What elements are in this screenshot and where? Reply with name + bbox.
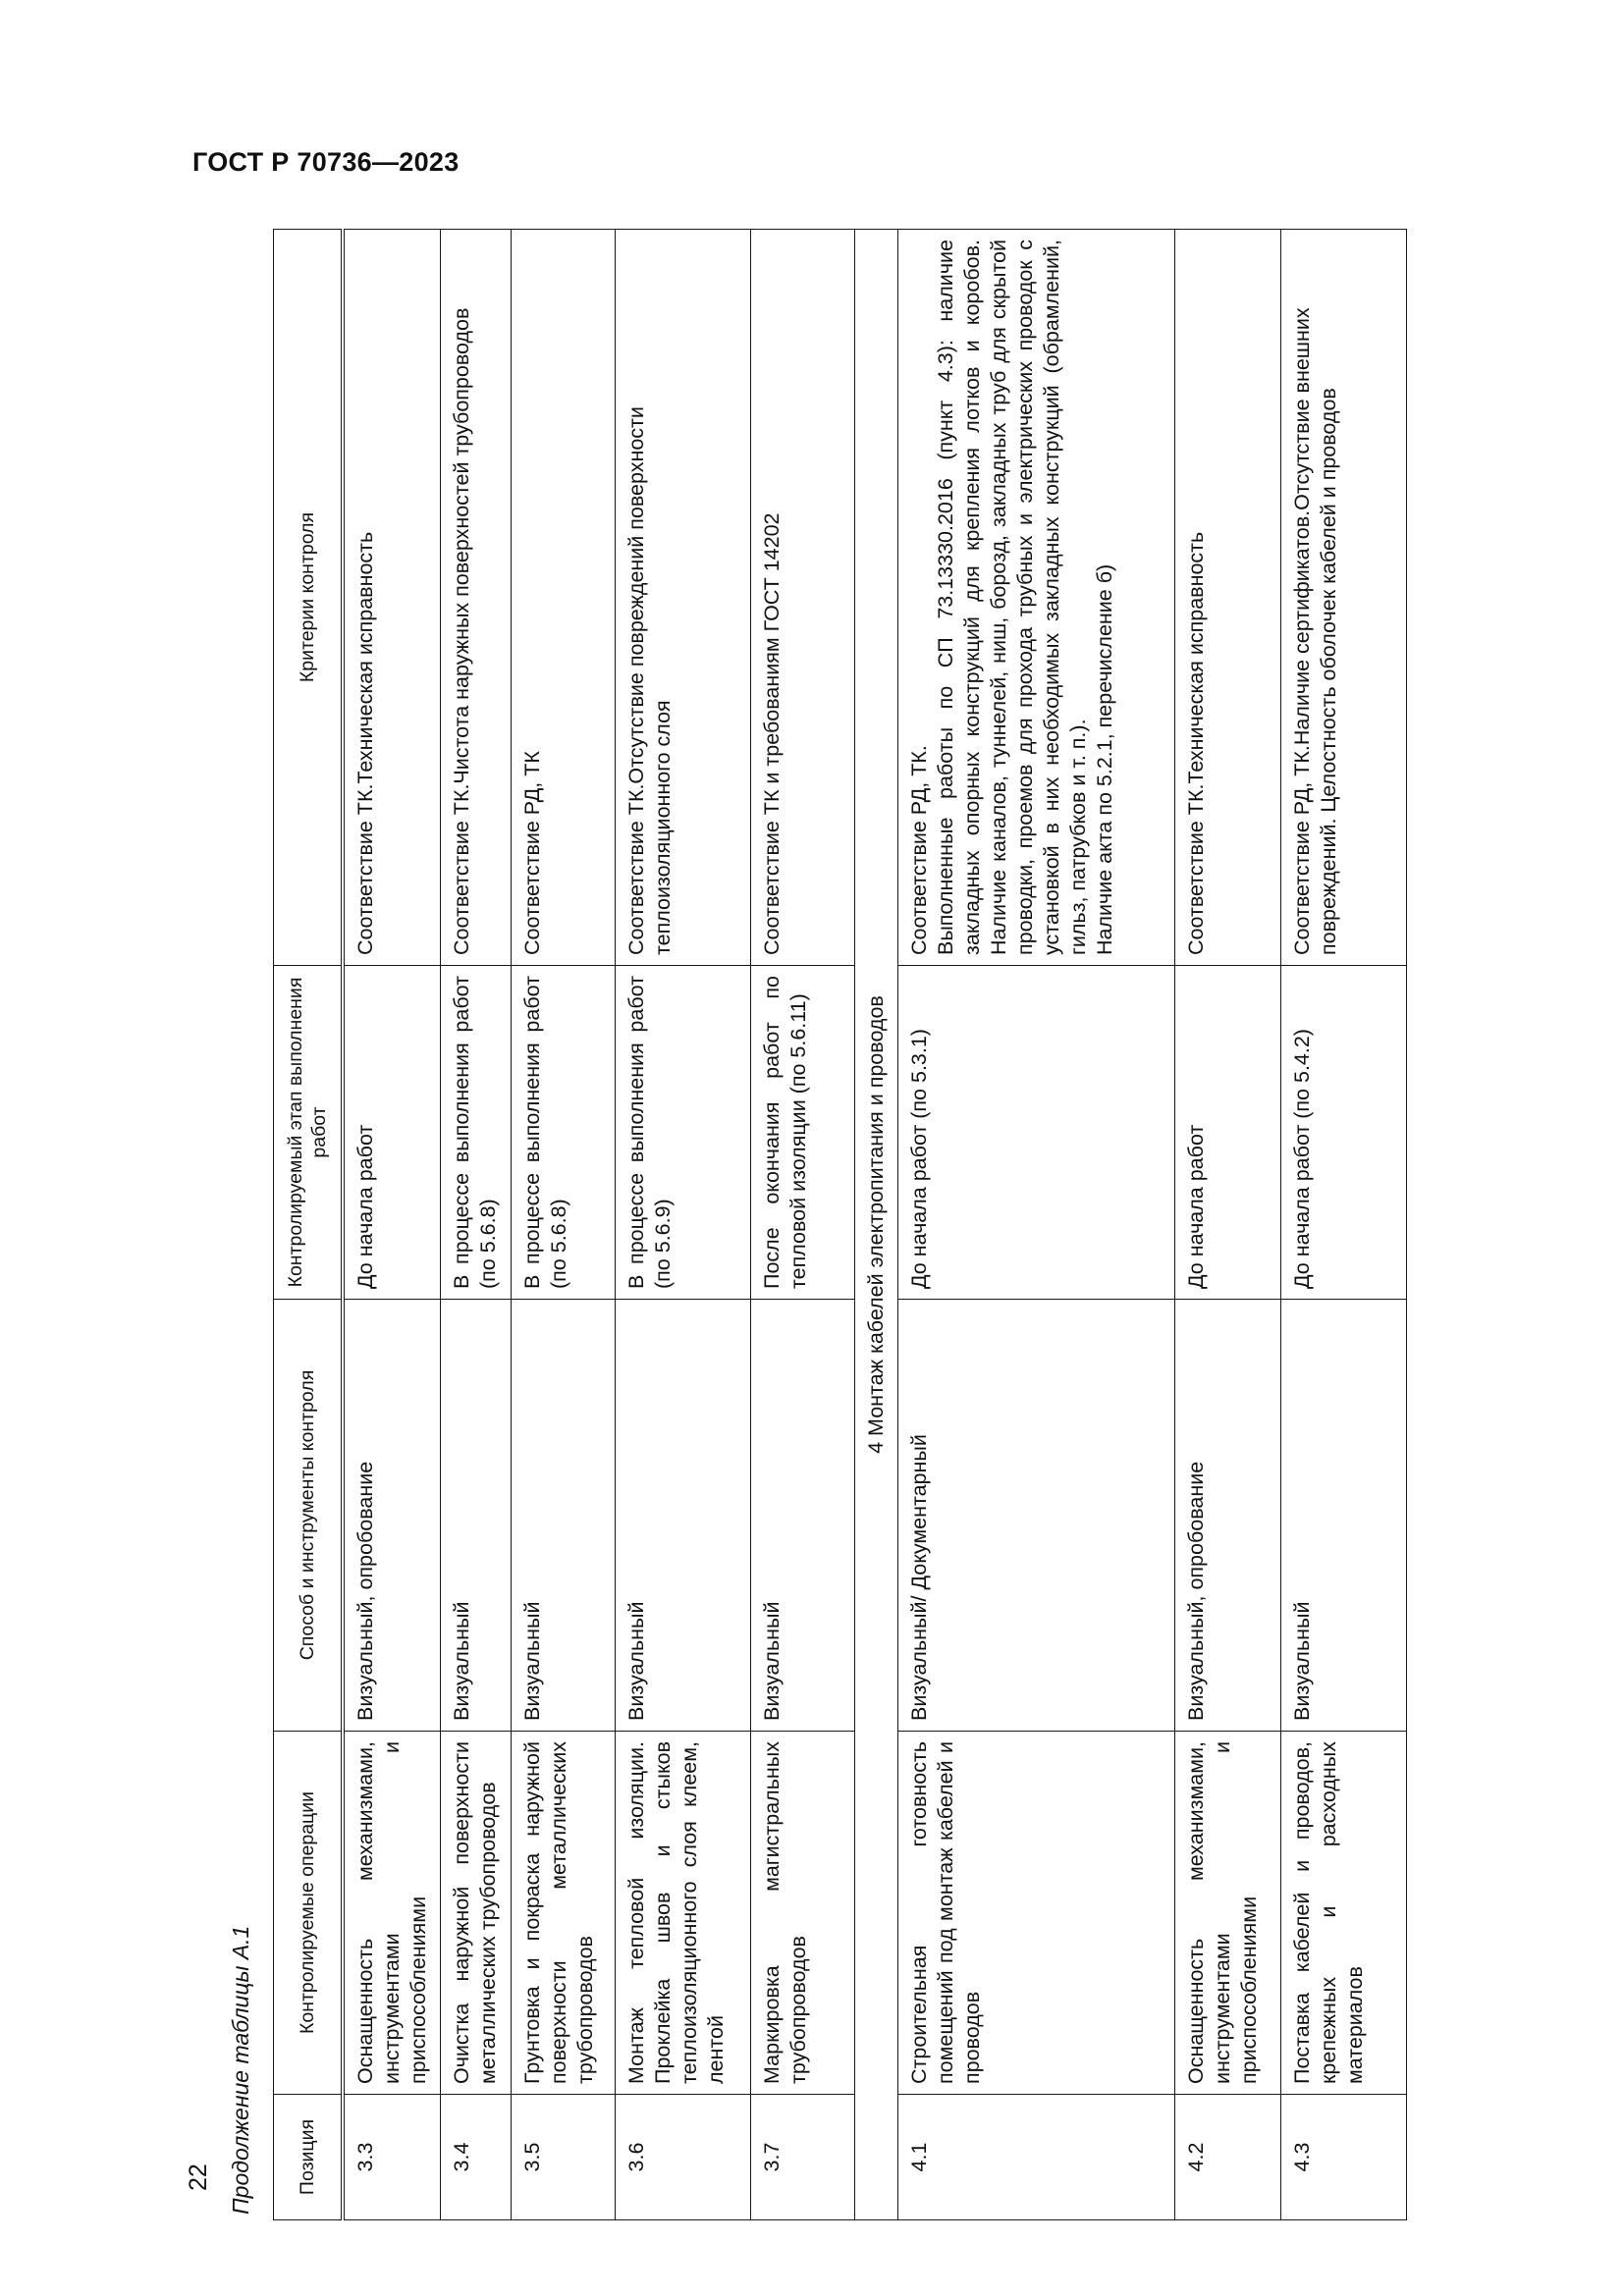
cell-method: Визуальный [1280,1300,1406,1732]
cell-stage: После окончания работ по тепловой изоляции (по 5.6.11) [750,966,854,1300]
cell-stage: До начала работ [343,966,441,1300]
cell-operation: Поставка кабелей и проводов, крепежных и расходных материалов [1280,1732,1406,2095]
cell-operation: Монтаж тепловой изоляции. Проклейка швов и стыков теплоизоляционного слоя клеем, лентой [615,1732,750,2095]
cell-position: 3.3 [343,2095,441,2220]
header-stage: Контролируемый этап выполнения работ [274,966,343,1300]
cell-method: Визуальный, опробование [343,1300,441,1732]
header-method: Способ и инструменты контроля [274,1300,343,1732]
cell-position: 4.1 [897,2095,1174,2220]
page-number: 22 [185,2163,212,2191]
table-caption: Продолжение таблицы А.1 [228,1925,253,2215]
cell-operation: Оснащенность механизмами, инструментами и приспособлениями [1174,1732,1280,2095]
document-code: ГОСТ Р 70736—2023 [192,147,460,177]
cell-method: Визуальный, опробование [1174,1300,1280,1732]
cell-method: Визуальный [615,1300,750,1732]
cell-position: 3.7 [750,2095,854,2220]
cell-operation: Маркировка магистральных трубопроводов [750,1732,854,2095]
cell-position: 3.5 [511,2095,615,2220]
cell-stage: До начала работ (по 5.3.1) [897,966,1174,1300]
section-title: 4 Монтаж кабелей электропитания и проводов [854,230,897,2220]
control-table [273,229,1407,2220]
rotated-table-block [228,230,1490,2220]
cell-criteria: Соответствие РД, ТК [511,230,615,966]
cell-criteria: Соответствие РД, ТК. Выполненные работы по СП 73.13330.2016 (пункт 4.3): наличие закладных опорных конструкций для крепления лотков и коробов. Наличие каналов, туннелей, ниш, борозд, закладных труб для скрытой проводки, проемов для прохода трубных и электрических проводок с установкой в них необходимых закладных конструкций (обрамлений, гильз, патрубков и т. п.). Наличие акта по 5.2.1, перечисление б) [897,230,1174,966]
cell-criteria: Соответствие ТК и требованиям ГОСТ 14202 [750,230,854,966]
section-row [854,230,897,2220]
cell-method: Визуальный/ Документарный [897,1300,1174,1732]
cell-criteria: Соответствие ТК.Техническая исправность [1174,230,1280,966]
cell-method: Визуальный [750,1300,854,1732]
cell-stage: До начала работ (по 5.4.2) [1280,966,1406,1300]
cell-criteria: Соответствие ТК.Чистота наружных поверхностей трубопроводов [440,230,511,966]
cell-criteria: Соответствие ТК.Отсутствие повреждений поверхности теплоизоляционного слоя [615,230,750,966]
table-row [1280,230,1406,2220]
cell-method: Визуальный [440,1300,511,1732]
cell-stage: В процессе выполнения работ (по 5.6.8) [511,966,615,1300]
cell-stage: До начала работ [1174,966,1280,1300]
cell-position: 3.4 [440,2095,511,2220]
table-row [440,230,511,2220]
cell-operation: Грунтовка и покраска наружной поверхности металлических трубопроводов [511,1732,615,2095]
table-row [511,230,615,2220]
cell-position: 3.6 [615,2095,750,2220]
cell-method: Визуальный [511,1300,615,1732]
cell-criteria: Соответствие ТК.Техническая исправность [343,230,441,966]
table-header-row [274,230,343,2220]
cell-position: 4.2 [1174,2095,1280,2220]
table-row [343,230,441,2220]
cell-stage: В процессе выполнения работ (по 5.6.9) [615,966,750,1300]
cell-criteria: Соответствие РД, ТК.Наличие сертификатов.Отсутствие внешних повреждений. Целостность оболочек кабелей и проводов [1280,230,1406,966]
cell-position: 4.3 [1280,2095,1406,2220]
header-operation: Контролируемые операции [274,1732,343,2095]
cell-stage: В процессе выполнения работ (по 5.6.8) [440,966,511,1300]
cell-operation: Оснащенность механизмами, инструментами и приспособлениями [343,1732,441,2095]
table-row [897,230,1174,2220]
header-position: Позиция [274,2095,343,2220]
table-row [750,230,854,2220]
table-row [1174,230,1280,2220]
header-criteria: Критерии контроля [274,230,343,966]
cell-operation: Строительная готовность помещений под монтаж кабелей и проводов [897,1732,1174,2095]
cell-operation: Очистка наружной поверхности металлических трубопроводов [440,1732,511,2095]
table-row [615,230,750,2220]
